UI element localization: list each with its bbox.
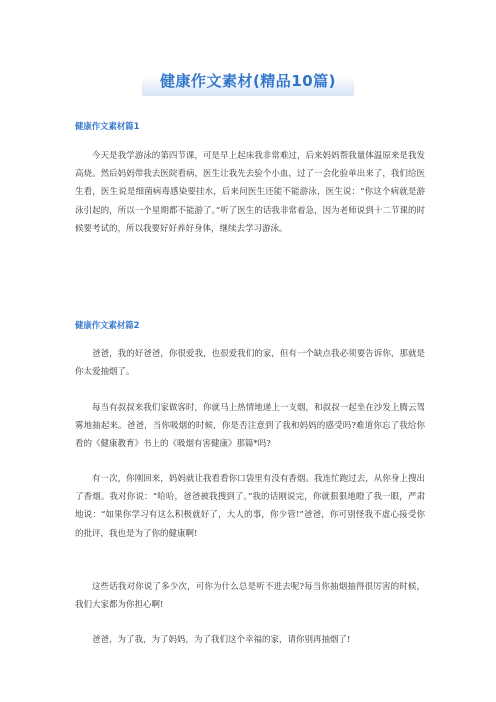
section-2-paragraph-3: 有一次，你刚回来，妈妈就让我看看你口袋里有没有香烟。我连忙跑过去，从你身上搜出了香烟。我对你说：“哈哈，爸爸被我搜到了。”我的话刚说完，你就狠狠地瞪了我一眼，严肃地说：“如果你学习有这么积极就好了，大人的事，你少管!”爸爸，你可别怪我不虚心接受你的批评，我也是为了你的健康啊! [75, 474, 425, 539]
section-1-paragraph-1: 今天是我学游泳的第四节课，可是早上起床我非常难过，后来妈妈帮我量体温原来是我发高烧。然后妈妈带我去医院看病，医生让我先去验个小血，过了一会化验单出来了，我们给医生看，医生说是细菌病毒感染要挂水，后来问医生还能不能游泳，医生说：“你这个病就是游泳引起的，所以一个星期都不能游了。”听了医生的话我非常着急，因为老师说到十二节课的时候要考试的，所以我要好好养好身体，继续去学习游泳。 [75, 151, 425, 234]
document-title: 健康作文素材(精品10篇) [142, 67, 354, 96]
title-container [0, 67, 496, 96]
section-2-paragraph-5: 爸爸，为了我，为了妈妈，为了我们这个幸福的家，请你别再抽烟了! [92, 635, 351, 645]
section-heading-1: 健康作文素材篇1 [75, 121, 140, 131]
section-2-paragraph-1: 爸爸，我的好爸爸，你很爱我，也很爱我们的家，但有一个缺点我必须要告诉你，那就是你太爱抽烟了。 [75, 349, 425, 378]
section-2-paragraph-2: 每当有叔叔来我们家做客时，你就马上热情地递上一支烟，和叔叔一起坐在沙发上腾云驾雾地抽起来。爸爸，当你吸烟的时候，你是否注意到了我和妈妈的感受吗?难道你忘了我给你看的《健康教育》书上的《吸烟有害健康》那篇*吗? [75, 403, 425, 450]
section-heading-2: 健康作文素材篇2 [75, 320, 140, 330]
section-2-paragraph-4: 这些话我对你说了多少次，可你为什么总是听不进去呢?每当你抽烟抽得很厉害的时候，我们大家都为你担心啊! [75, 582, 425, 611]
